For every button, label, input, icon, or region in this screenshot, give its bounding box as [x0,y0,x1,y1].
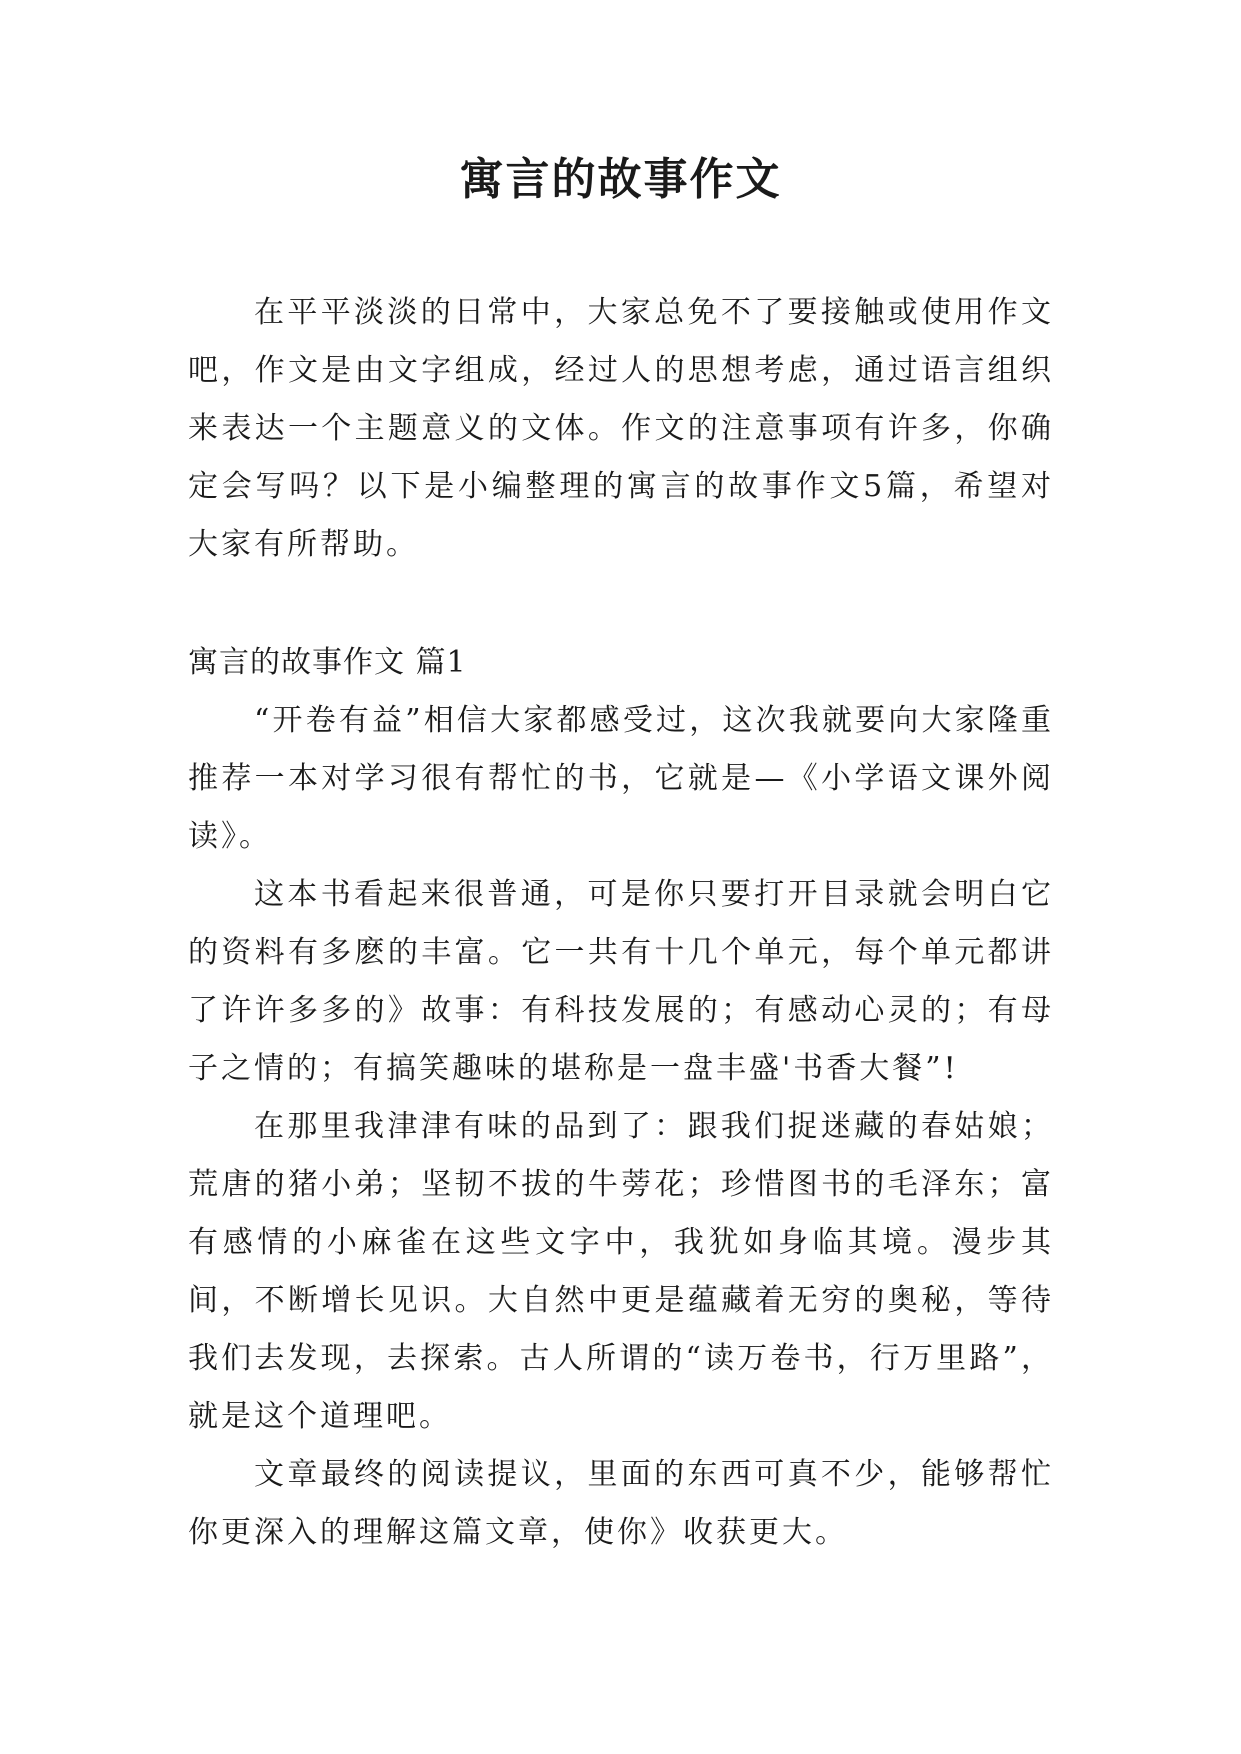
body-paragraph: “开卷有益”相信大家都感受过，这次我就要向大家隆重推荐一本对学习很有帮忙的书，它就是—《小学语文课外阅读》。 [188,703,1054,854]
body-paragraph: 在那里我津津有味的品到了：跟我们捉迷藏的春姑娘；荒唐的猪小弟；坚韧不拔的牛蒡花；珍惜图书的毛泽东；富有感情的小麻雀在这些文字中，我犹如身临其境。漫步其间，不断增长见识。大自然中更是蕴藏着无穷的奥秘，等待我们去发现，去探索。古人所谓的“读万卷书，行万里路”，就是这个道理吧。 [188,1109,1054,1434]
intro-paragraph: 在平平淡淡的日常中，大家总免不了要接触或使用作文吧，作文是由文字组成，经过人的思想考虑，通过语言组织来表达一个主题意义的文体。作文的注意事项有许多，你确定会写吗？以下是小编整理的寓言的故事作文5篇，希望对大家有所帮助。 [188,295,1054,562]
section-spacer [188,574,1054,634]
body-paragraph: 文章最终的阅读提议，里面的东西可真不少，能够帮忙你更深入的理解这篇文章，使你》收获更大。 [188,1457,1054,1550]
section-heading: 寓言的故事作文 篇1 [188,645,467,680]
body-paragraph: 这本书看起来很普通，可是你只要打开目录就会明白它的资料有多麽的丰富。它一共有十几个单元，每个单元都讲了许许多多的》故事：有科技发展的；有感动心灵的；有母子之情的；有搞笑趣味的堪称是一盘丰盛'书香大餐”! [188,877,1054,1086]
document-title: 寓言的故事作文 [459,154,782,205]
document-body [188,284,1054,1562]
